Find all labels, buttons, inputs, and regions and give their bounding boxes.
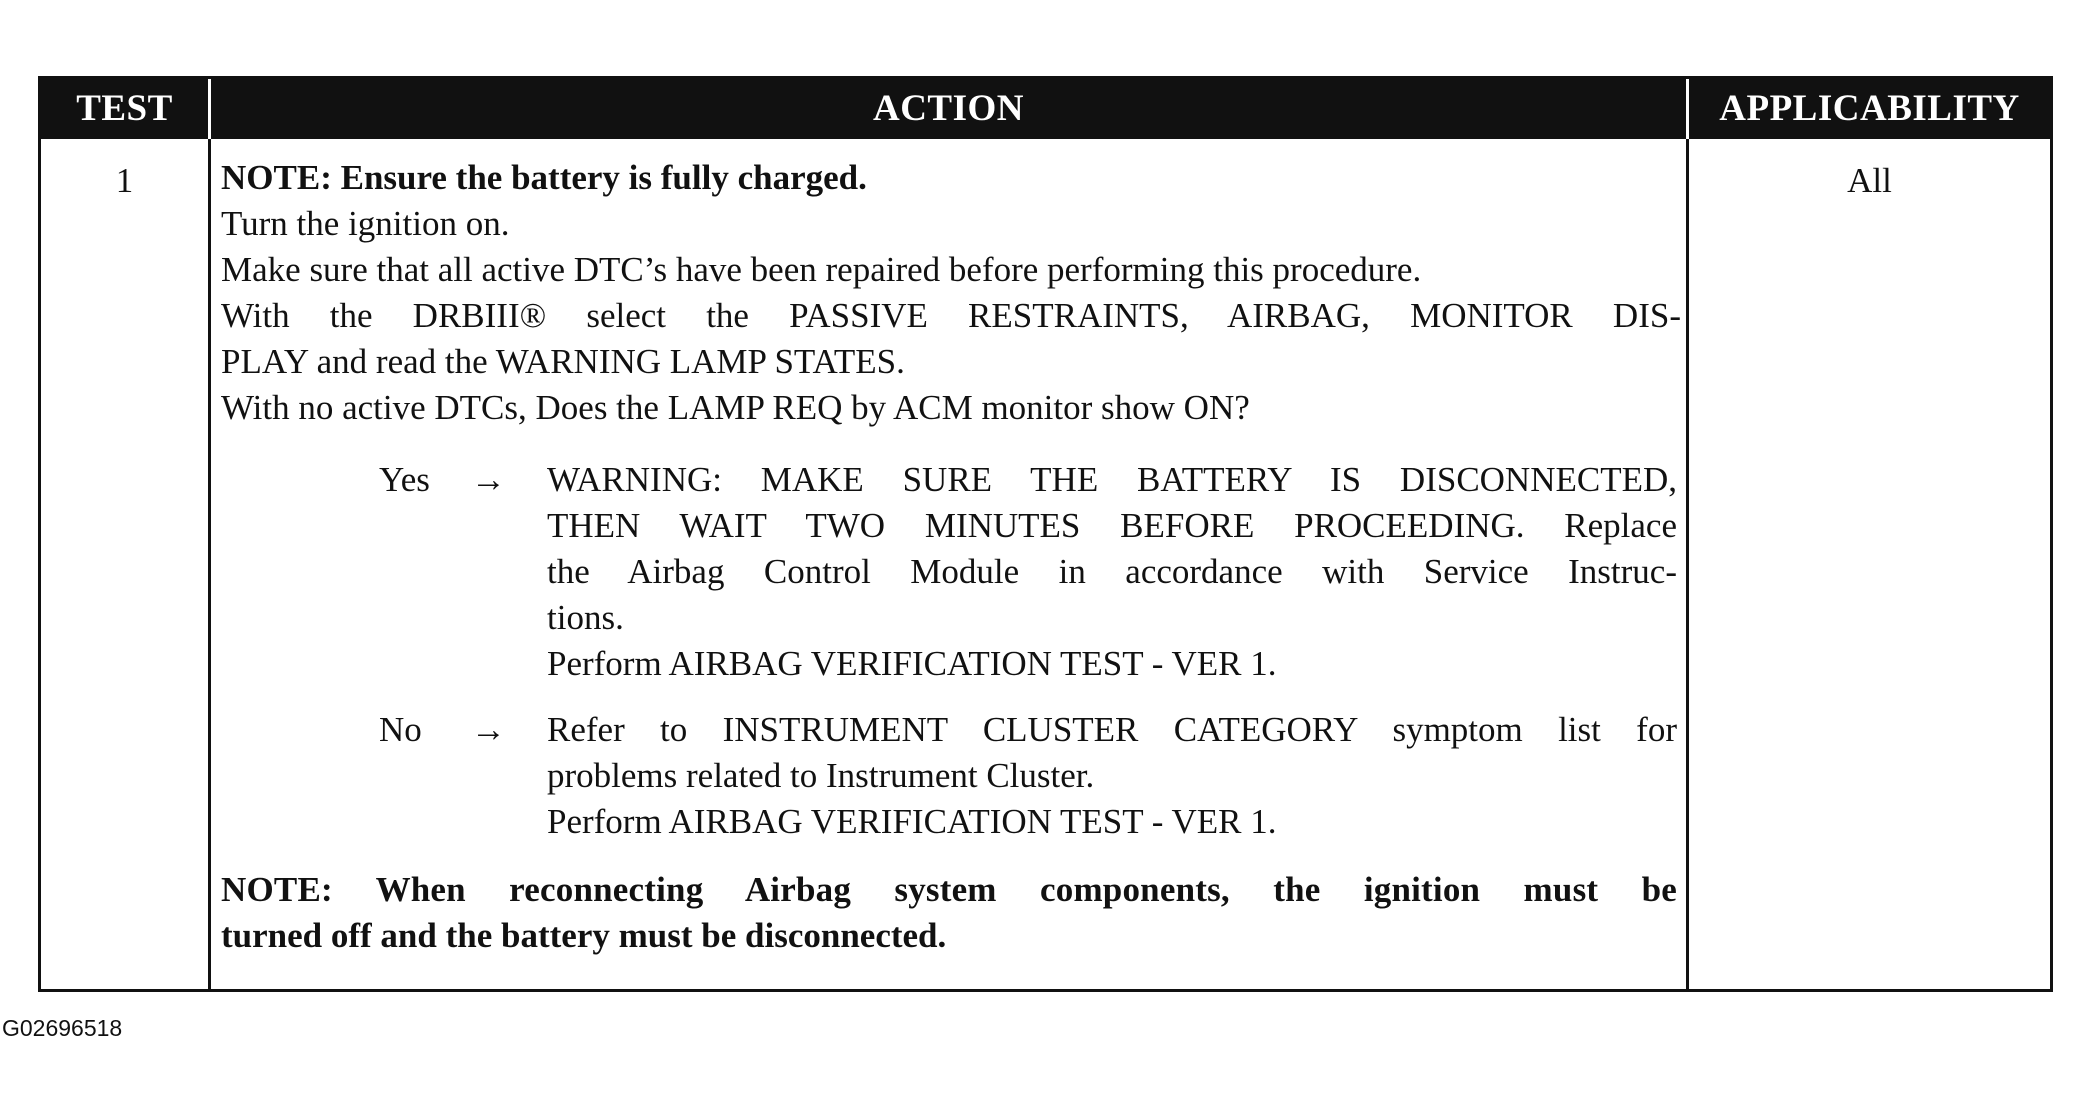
outcome-yes-label: Yes	[379, 460, 430, 499]
right-arrow-icon: →	[471, 710, 506, 749]
table-header-row	[41, 79, 2050, 139]
test-number: 1	[115, 161, 134, 200]
outcome-yes-text	[547, 457, 1677, 687]
note-reconnecting	[221, 867, 1681, 959]
note-reconnecting-line: NOTE: When reconnecting Airbag system components, the ignition must be	[221, 870, 1677, 909]
column-divider	[1686, 139, 1689, 989]
header-divider	[1686, 79, 1689, 139]
outcome-yes-line: THEN WAIT TWO MINUTES BEFORE PROCEEDING. Replace	[547, 506, 1677, 545]
outcome-no	[221, 707, 1681, 845]
action-cell	[221, 155, 1681, 959]
header-test: TEST	[76, 88, 173, 129]
instruction-line: PLAY and read the WARNING LAMP STATES.	[221, 342, 905, 381]
question-line: With no active DTCs, Does the LAMP REQ by ACM monitor show ON?	[221, 388, 1250, 427]
note-reconnecting-line: turned off and the battery must be disconnected.	[221, 916, 947, 955]
outcome-no-line: problems related to Instrument Cluster.	[547, 756, 1095, 795]
instruction-line: With the DRBIII® select the PASSIVE RESTRAINTS, AIRBAG, MONITOR DIS-	[221, 296, 1681, 335]
header-applicability: APPLICABILITY	[1719, 88, 2020, 129]
outcome-no-label: No	[379, 710, 422, 749]
instruction-line: Turn the ignition on.	[221, 204, 510, 243]
outcome-yes-line: the Airbag Control Module in accordance with Service Instruc-	[547, 552, 1677, 591]
outcome-yes-line: WARNING: MAKE SURE THE BATTERY IS DISCONNECTED,	[547, 460, 1677, 499]
header-divider	[208, 79, 211, 139]
right-arrow-icon: →	[471, 460, 506, 499]
note-battery-charged: NOTE: Ensure the battery is fully charged.	[221, 158, 867, 197]
applicability-value: All	[1847, 161, 1892, 200]
outcome-yes-line: tions.	[547, 598, 624, 637]
outcome-yes	[221, 457, 1681, 687]
outcome-no-line: Refer to INSTRUMENT CLUSTER CATEGORY symptom list for	[547, 710, 1677, 749]
header-action: ACTION	[872, 88, 1025, 129]
column-divider	[208, 139, 211, 989]
outcome-no-text	[547, 707, 1677, 845]
instruction-line: Make sure that all active DTC’s have been repaired before performing this procedure.	[221, 250, 1422, 289]
diagnostic-test-table	[38, 76, 2053, 992]
outcome-no-line: Perform AIRBAG VERIFICATION TEST - VER 1.	[547, 802, 1277, 841]
figure-id: G02696518	[2, 1015, 123, 1041]
outcome-yes-line: Perform AIRBAG VERIFICATION TEST - VER 1.	[547, 644, 1277, 683]
